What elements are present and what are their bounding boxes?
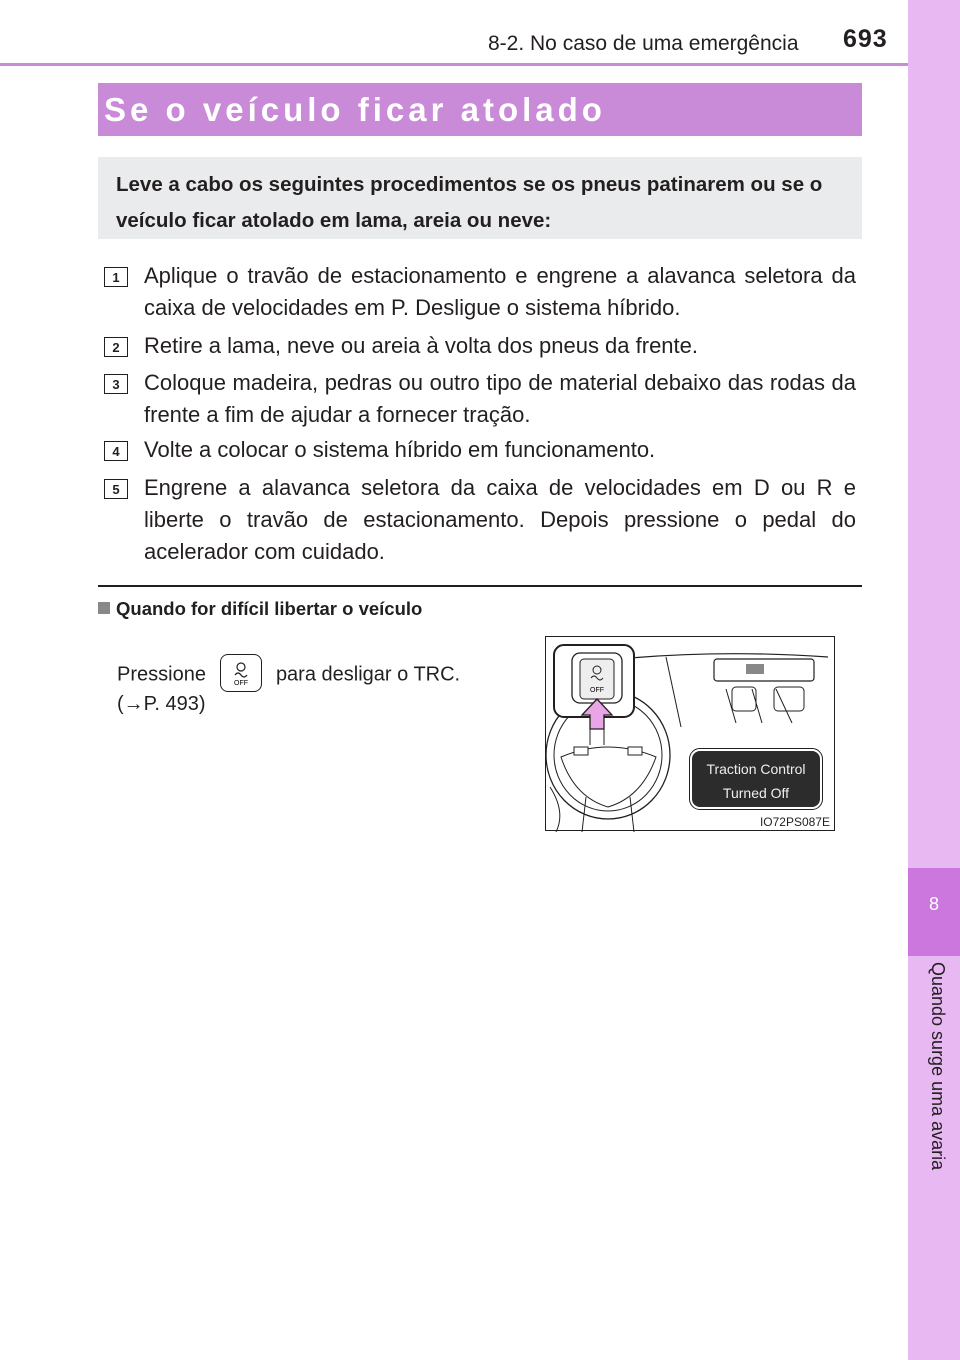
dashboard-illustration bbox=[545, 636, 835, 831]
chapter-number: 8 bbox=[928, 894, 939, 914]
step-text: Engrene a alavanca seletora da caixa de velocidades em D ou R e liberte o travão de estacionamento. Depois pressione o pedal do acelerador com cuidado. bbox=[144, 475, 856, 564]
page-reference[interactable]: (→P. 493) bbox=[117, 693, 206, 715]
step-number: 5 bbox=[104, 479, 128, 499]
subsection-heading: Quando for difícil libertar o veículo bbox=[98, 598, 422, 620]
indicator-line-1: Traction Control bbox=[706, 761, 806, 777]
intro-box bbox=[98, 157, 862, 239]
step-text: Retire a lama, neve ou areia à volta dos pneus da frente. bbox=[144, 333, 699, 358]
press-instruction: Pressione OFF para desligar o TRC. bbox=[117, 656, 460, 694]
figure-code: IO72PS087E bbox=[759, 815, 830, 829]
traction-control-indicator bbox=[690, 749, 822, 809]
trc-off-button-icon bbox=[220, 654, 262, 692]
section-divider bbox=[98, 585, 862, 587]
switch-off-label: OFF bbox=[590, 687, 604, 694]
page-title: Se o veículo ficar atolado bbox=[98, 83, 862, 136]
chapter-label: Quando surge uma avaria bbox=[928, 962, 948, 1171]
indicator-line-2: Turned Off bbox=[722, 785, 790, 801]
section-title: 8-2. No caso de uma emergência bbox=[488, 32, 799, 55]
step-number: 3 bbox=[104, 374, 128, 394]
step-text: Coloque madeira, pedras ou outro tipo de material debaixo das rodas da frente a fim de ajudar a fornecer tração. bbox=[144, 370, 856, 427]
intro-text: Leve a cabo os seguintes procedimentos se os pneus patinarem ou se o veículo ficar atolado em lama, areia ou neve: bbox=[116, 173, 823, 232]
header-rule bbox=[0, 63, 908, 66]
trc-off-label: OFF bbox=[233, 680, 248, 687]
step-number: 2 bbox=[104, 337, 128, 357]
step-text: Volte a colocar o sistema híbrido em funcionamento. bbox=[144, 437, 656, 462]
step-number: 1 bbox=[104, 267, 128, 287]
page-number: 693 bbox=[843, 25, 888, 53]
step-text: Aplique o travão de estacionamento e engrene a alavanca seletora da caixa de velocidades em P. Desligue o sistema híbrido. bbox=[144, 263, 856, 320]
square-bullet-icon bbox=[98, 602, 110, 614]
step-number: 4 bbox=[104, 441, 128, 461]
